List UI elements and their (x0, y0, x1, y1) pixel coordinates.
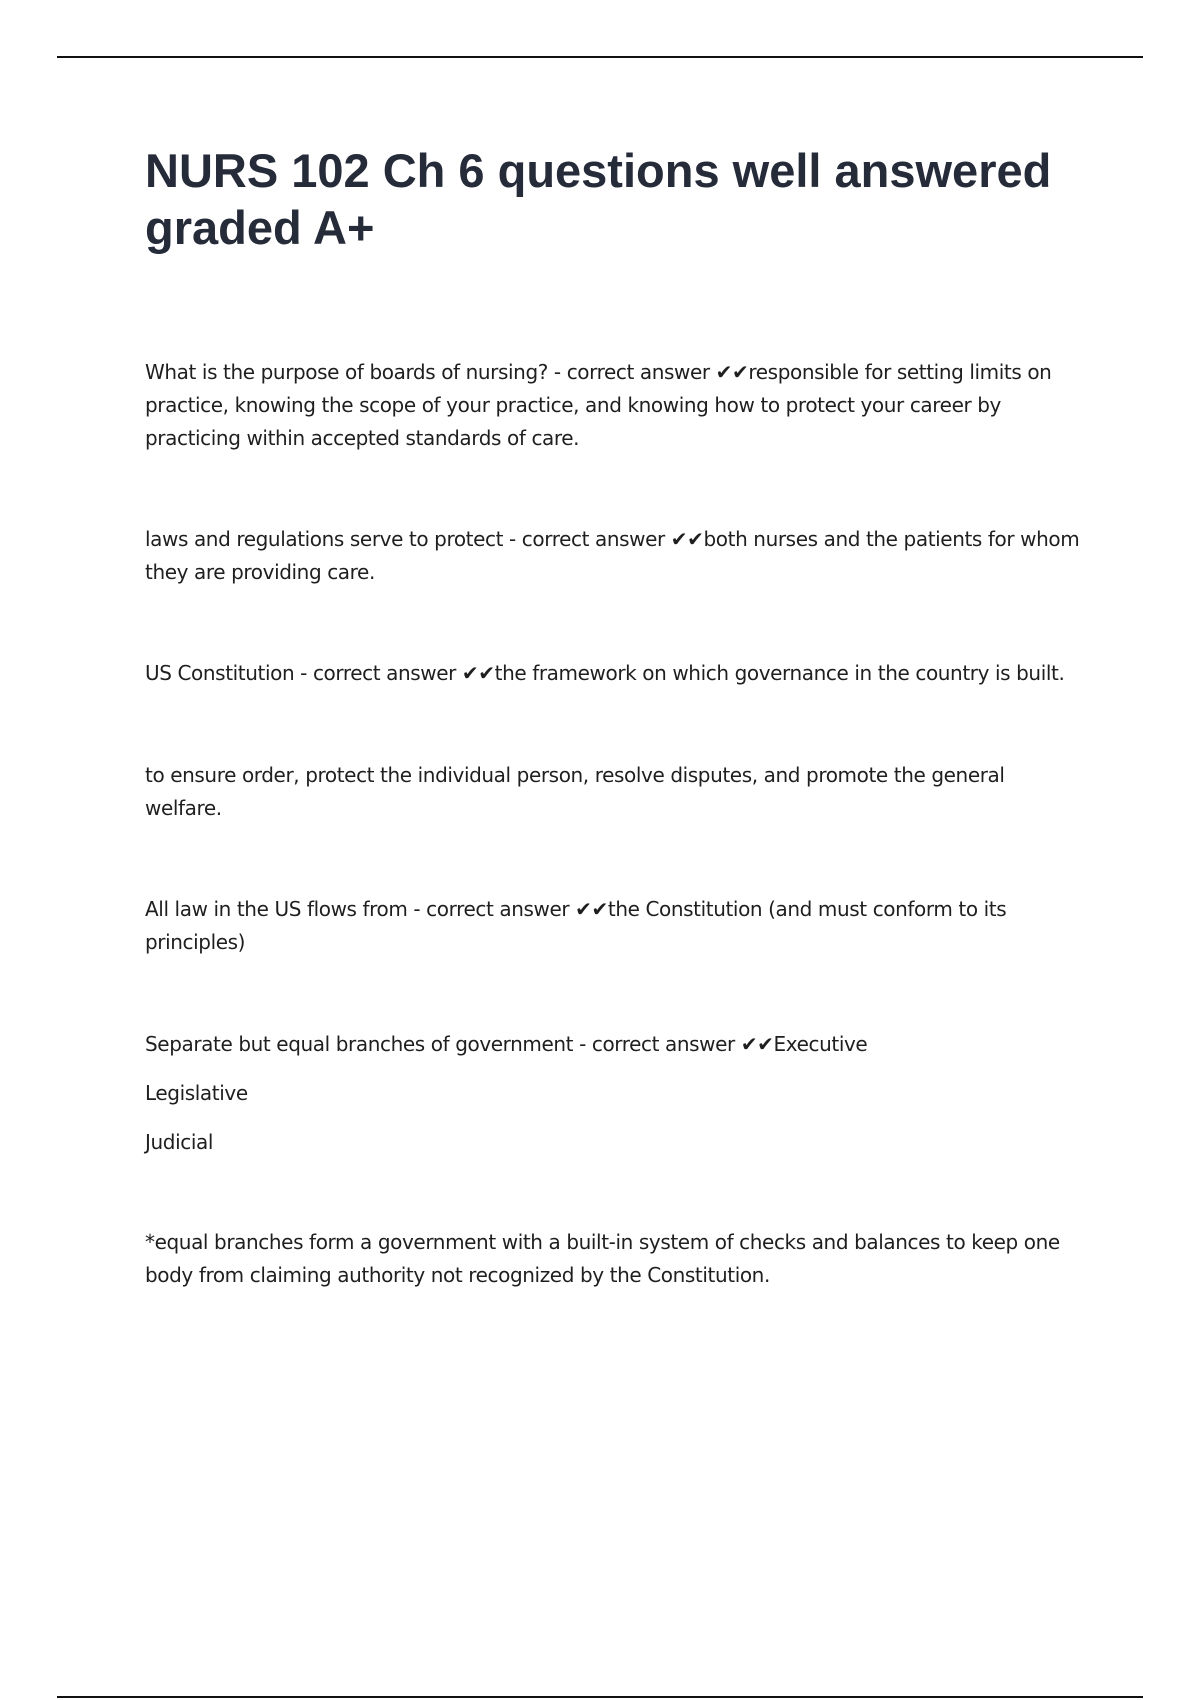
top-rule (57, 56, 1143, 58)
branch-judicial: Judicial (145, 1130, 213, 1154)
bottom-rule (57, 1696, 1143, 1698)
page-title: NURS 102 Ch 6 questions well answered graded A+ (145, 144, 1052, 254)
branch-legislative: Legislative (145, 1081, 248, 1105)
qa-item-branches-of-government: Separate but equal branches of government - correct answer ✔✔Executive (145, 1032, 868, 1056)
qa-item-us-constitution: US Constitution - correct answer ✔✔the framework on which governance in the country is built. (145, 661, 1065, 685)
qa-item-continuation: to ensure order, protect the individual person, resolve disputes, and promote the general welfare. (145, 763, 1005, 820)
document-body (145, 356, 1085, 1292)
qa-item-law-flows-from: All law in the US flows from - correct answer ✔✔the Constitution (and must conform to its principles) (145, 897, 1007, 954)
qa-item-laws-and-regulations: laws and regulations serve to protect - correct answer ✔✔both nurses and the patients for whom they are providing care. (145, 527, 1080, 584)
qa-item-checks-and-balances: *equal branches form a government with a built-in system of checks and balances to keep one body from claiming authority not recognized by the Constitution. (145, 1230, 1060, 1287)
qa-item-boards-of-nursing: What is the purpose of boards of nursing? - correct answer ✔✔responsible for setting limits on practice, knowing the scope of your practice, and knowing how to protect your career by practicing within accepted standards of care. (145, 360, 1052, 450)
